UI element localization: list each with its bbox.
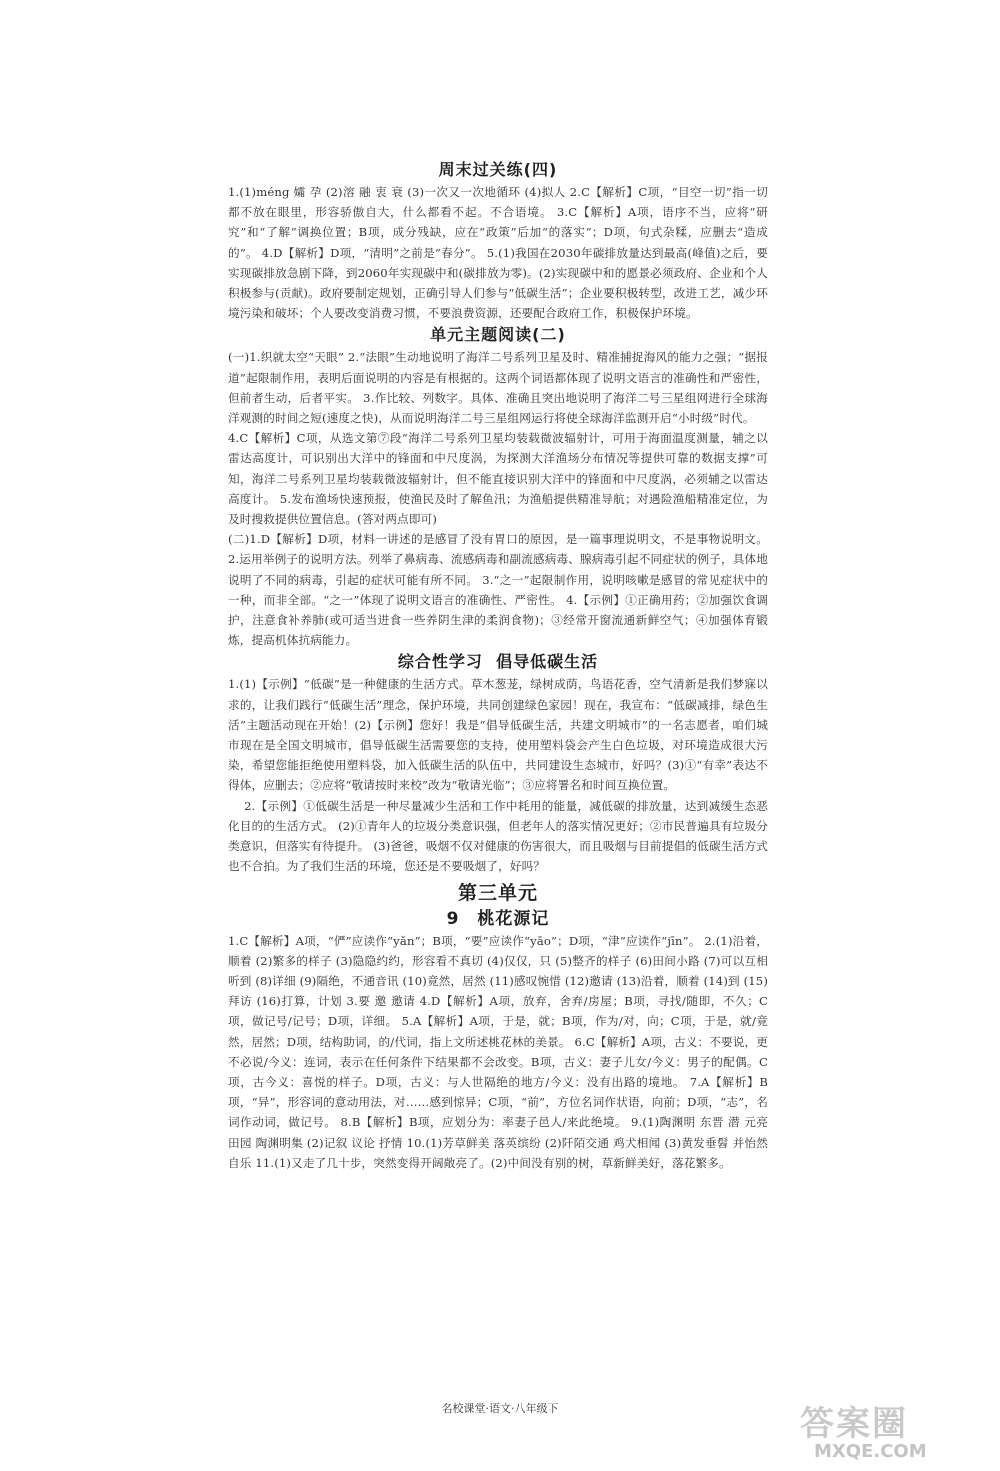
answer-text-lesson-9: 1.C【解析】A项，“俨”应读作“yǎn”；B项，“要”应读作“yāo”；D项，“津”应读作“jīn”。 2.(1)沿着，顺着 (2)繁多的样子 (3)隐隐约约，形容看不真切 (4)仅仅，只 (5)整齐的样子 (6)田间小路 (7)可以互相听到 (8)详细 (9)隔绝，不通音讯 (10)竟然，居然 (11)感叹惋惜 (12)邀请 (13)沿着，顺着 (14)到 (15)拜访 (16)打算，计划 3.要 邀 邀请 4.D【解析】A项，放弃，舍弃/房屋；B项，寻找/随即，不久；C项，做记号/记号；D项，详细。 5.A【解析】A项，于是，就；B项，作为/对，向；C项，于是，就/竟然，居然；D项，结构助词，的/代词，指上文所述桃花林的美景。 6.C【解析】A项，古义：不要说，更不必说/今义：连词，表示在任何条件下结果都不会改变。B项，古义：妻子儿女/今义：男子的配偶。C项，古今义：喜悦的样子。D项，古义：与人世隔绝的地方/今义：没有出路的境地。 7.A【解析】B项，“异”，形容词的意动用法，对……感到惊异；C项，“前”，方位名词作状语，向前；D项，“志”，名词作动词，做记号。 8.B【解析】B项，应划分为：率妻子邑人/来此绝境。 9.(1)陶渊明 东晋 潜 元亮 田园 陶渊明集 (2)记叙 议论 抒情 10.(1)芳草鲜美 落英缤纷 (2)阡陌交通 鸡犬相闻 (3)黄发垂髫 并怡然自乐 11.(1)又走了几十步，突然变得开阔敞亮了。(2)中间没有别的树，草新鲜美好，落花繁多。 [228,933,768,1170]
page-footer: 名校课堂·语文·八年级下 [441,1402,559,1415]
lesson-name: 桃花源记 [477,908,550,929]
watermark-url: MXQE.COM [814,1441,927,1462]
answer-text-reading-1: (一)1.织就太空“天眼” 2.“法眼”生动地说明了海洋二号系列卫星及时、精准捕捉海风的能力之强；“据报道”起限制作用，表明后面说明的内容是有根据的。这两个词语都体现了说明文语言的准确性和严密性，但前者生动，后者平实。 3.作比较、列数字。具体、准确且突出地说明了海洋二号三星组网进行全球海洋观测的时间之短(速度之快)，从而说明海洋二号三星组网运行将使全球海洋监测开启“小时级”时代。 [228,350,768,426]
watermark-logo [800,1406,975,1466]
answer-text-weekend-test: 1.(1)méng 孀 孕 (2)溶 融 衷 衰 (3)一次又一次地循环 (4)拟人 2.C【解析】C项，“目空一切”指一切都不放在眼里，形容骄傲自大，什么都看不起。不合语境。 3.C【解析】A项，语序不当，应将“研究”和“了解”调换位置；B项，成分残缺，应在“政策”后加“的落实”；D项，句式杂糅，应删去“造成的”。 4.D【解析】D项，“清明”之前是“春分”。 5.(1)我国在2030年碳排放量达到最高(峰值)之后，要实现碳排放急剧下降，到2060年实现碳中和(碳排放为零)。(2)实现碳中和的愿景必须政府、企业和个人积极参与(贡献)。政府要制定规划，正确引导人们参与“低碳生活”；企业要积极转型，改进工艺，减少环境污染和破坏；个人要改变消费习惯，不要浪费资源，还要配合政府工作，积极保护环境。 [228,185,768,321]
unit-title: 第三单元 [457,881,538,904]
answer-text-comprehensive-2: 2.【示例】①低碳生活是一种尽量减少生活和工作中耗用的能量，减低碳的排放量，达到减缓生态恶化目的的生活方式。 (2)①青年人的垃圾分类意识强，但老年人的落实情况更好；②市民普遍具有垃圾分类意识，但落实有待提升。 (3)爸爸，吸烟不仅对健康的伤害很大，而且吸烟与目前提倡的低碳生活方式也不合拍。为了我们生活的环境，您还是不要吸烟了，好吗？ [228,798,768,874]
answer-text-comprehensive-1: 1.(1)【示例】“低碳”是一种健康的生活方式。草木葱茏，绿树成荫，鸟语花香，空气清新是我们梦寐以求的，让我们践行“低碳生活”理念，保护环境，共同创建绿色家园！现在，我宣布：“低碳减排，绿色生活”主题活动现在开始！(2)【示例】您好！我是“倡导低碳生活，共建文明城市”的一名志愿者，咱们城市现在是全国文明城市，倡导低碳生活需要您的支持，使用塑料袋会产生白色垃圾，对环境造成很大污染，希望您能拒绝使用塑料袋，加入低碳生活的队伍中，共同建设生态城市，好吗？(3)①“有幸”表达不得体，应删去；②应将“敬请按时来校”改为“敬请光临”；③应将署名和时间互换位置。 [228,677,768,793]
section-title-unit-reading: 单元主题阅读(二) [430,325,566,345]
section-title-weekend-test: 周末过关练(四) [438,160,558,179]
answer-text-reading-3: (二)1.D【解析】D项，材料一讲述的是感冒了没有胃口的原因，是一篇事理说明文，不是事物说明文。 2.运用举例子的说明方法。列举了鼻病毒、流感病毒和副流感病毒、腺病毒引起不同症状的例子，具体地说明了不同的病毒，引起的症状可能有所不同。 3.“之一”起限制作用，说明咳嗽是感冒的常见症状中的一种，而非全部。“之一”体现了说明文语言的准确性、严密性。 4.【示例】①正确用药；②加强饮食调护，注意食补养肺(或可适当进食一些养阴生津的柔润食物)；③经常开窗流通新鲜空气；④加强体育锻炼，提高机体抗病能力。 [228,532,768,648]
lesson-number: 9 [446,908,460,929]
answer-page [228,158,768,1173]
answer-text-reading-2: 4.C【解析】C项，从选文第⑦段“海洋二号系列卫星均装载微波辐射计，可用于海面温度测量，辅之以雷达高度计，可识别出大洋中的锋面和中尺度涡，为探测大洋渔场分布情况等提供可靠的数据支撑”可知，海洋二号系列卫星均装载微波辐射计，但不能直接识别大洋中的锋面和中尺度涡，必须辅之以雷达高度计。 5.发布渔场快速预报，使渔民及时了解鱼汛；为渔船提供精准导航；对遇险渔船精准定位，为及时搜救提供位置信息。(答对两点即可) [228,431,768,527]
lesson-title [228,907,768,931]
section-title-comprehensive-study: 综合性学习 倡导低碳生活 [397,652,599,672]
watermark-text: 答案圈 [800,1404,908,1444]
